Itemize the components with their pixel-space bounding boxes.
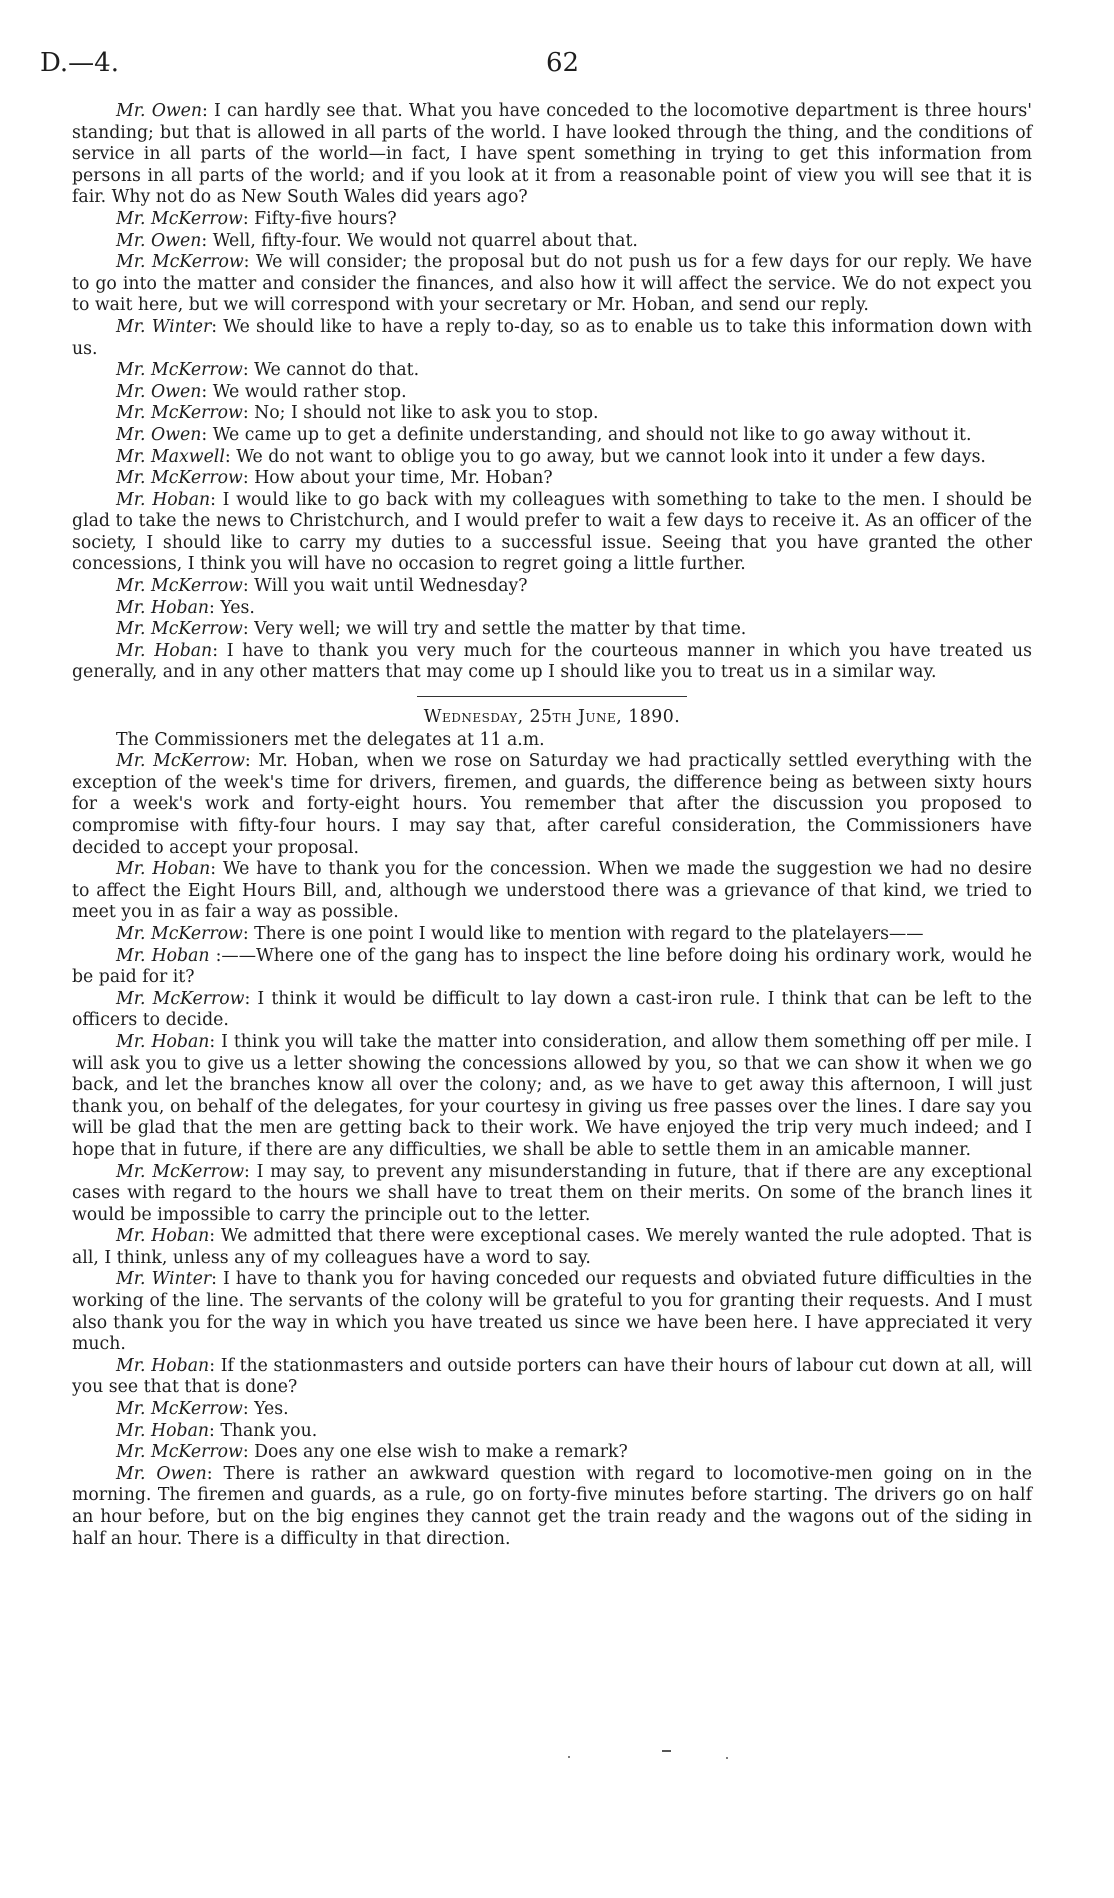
speech-paragraph: Mr. Owen: Well, fifty-four. We would not quarrel about that.	[116, 230, 638, 251]
speech-text: Thank you.	[220, 1420, 318, 1441]
speaker-name: Mr. Hoban	[116, 1355, 210, 1376]
speech-text: I may say, to prevent any misunderstanding in future, that if there are any exceptional cases with regard to the hours we shall have to treat them on their merits. On some of the branch lines it would be impossible to carry the principle out to the letter.	[72, 1161, 1032, 1225]
speech-paragraph: Mr. Maxwell: We do not want to oblige you to go away, but we cannot look into it under a few days.	[116, 446, 986, 467]
speech-paragraph: Mr. Hoban: I think you will take the matter into consideration, and allow them something off per mile. I will ask you to give us a letter showing the concessions allowed by you, so that we can show it when we go back, and let the branches know all over the colony; and, as we have to get away this afternoon, I will just thank you, on behalf of the delegates, for your courtesy in giving us free passes over the lines. I dare say you will be glad that the men are getting back to their work. We have enjoyed the trip very much indeed; and I hope that in future, if there are any difficulties, we shall be able to settle them in an amicable manner.	[72, 1031, 1032, 1160]
speech-text: We cannot do that.	[254, 360, 420, 381]
speaker-name: Mr. McKerrow	[116, 1161, 245, 1182]
speech-paragraph: Mr. Owen: There is rather an awkward question with regard to locomotive-men going on in the morning. The firemen and guards, as a rule, go on forty-five minutes before starting. The drivers go on half an hour before, but on the big engines they cannot get the train ready and the wagons out of the siding in half an hour. There is a difficulty in that direction.	[72, 1463, 1032, 1549]
speaker-name: Mr. Hoban	[116, 597, 210, 618]
speech-paragraph: Mr. Hoban: I have to thank you very much for the courteous manner in which you have treated us generally, and in any other matters that may come up I should like you to treat us in a similar way.	[72, 640, 1032, 683]
speech-paragraph: Mr. Hoban :——Where one of the gang has to inspect the line before doing his ordinary work, would he be paid for it?	[72, 945, 1032, 988]
speech-paragraph: Mr. McKerrow: We cannot do that.	[116, 360, 420, 381]
document-reference: D.—4.	[40, 48, 119, 78]
speech-paragraph: Mr. McKerrow: No; I should not like to ask you to stop.	[116, 403, 599, 424]
speaker-name: Mr. Hoban	[116, 640, 213, 661]
speech-text: We would rather stop.	[212, 381, 407, 402]
speaker-name: Mr. McKerrow	[116, 988, 245, 1009]
speaker-name: Mr. McKerrow	[116, 751, 245, 772]
speech-paragraph: Mr. McKerrow: Does any one else wish to make a remark?	[116, 1442, 628, 1463]
speaker-name: Mr. McKerrow	[116, 360, 243, 381]
speech-text: I think you will take the matter into consideration, and allow them something off per mile. I will ask you to give us a letter showing the concessions allowed by you, so that we can show it when we go back, and let the branches know all over the colony; and, as we have to get away this afternoon, I will just thank you, on behalf of the delegates, for your courtesy in giving us free passes over the lines. I dare say you will be glad that the men are getting back to their work. We have enjoyed the trip very much indeed; and I hope that in future, if there are any difficulties, we shall be able to settle them in an amicable manner.	[72, 1031, 1032, 1160]
speech-text: We admitted that there were exceptional cases. We merely wanted the rule adopted. That is all, I think, unless any of my colleagues have a word to say.	[72, 1226, 1032, 1268]
speaker-name: Mr. Winter	[116, 1269, 212, 1290]
speaker-name: Mr. Hoban	[116, 1420, 210, 1441]
speech-paragraph: Mr. McKerrow: Yes.	[116, 1399, 289, 1420]
page-number: 62	[546, 48, 580, 78]
transcript-section-1	[72, 101, 1032, 684]
speech-text: I have to thank you for having conceded our requests and obviated future difficulties in the working of the line. The servants of the colony will be grateful to you for granting their requests. And I must also thank you for the way in which you have treated us since we have been here. I have appreciated it very much.	[72, 1269, 1033, 1355]
speech-text: Mr. Hoban, when we rose on Saturday we had practically settled everything with the exception of the week's time for drivers, firemen, and guards, the difference being as between sixty hours for a week's work and forty-eight hours. You remember that after the discussion you proposed to compromise with fifty-four hours. I may say that, after careful consideration, the Commissioners have decided to accept your proposal.	[72, 751, 1032, 858]
speech-text: Will you wait until Wednesday?	[254, 576, 528, 597]
speech-text: I have to thank you very much for the courteous manner in which you have treated us generally, and in any other matters that may come up I should like you to treat us in a similar way.	[72, 640, 1032, 683]
speech-paragraph: Mr. Owen: I can hardly see that. What you have conceded to the locomotive department is three hours' standing; but that is allowed in all parts of the world. I have looked through the thing, and the conditions of service in all parts of the world—in fact, I have spent something in trying to get this information from persons in all parts of the world; and if you look at it from a reasonable point of view you will see that it is fair. Why not do as New South Wales did years ago?	[72, 101, 1032, 208]
speech-paragraph: Mr. Winter: We should like to have a reply to-day, so as to enable us to take this information down with us.	[72, 316, 1032, 359]
speech-text: How about your time, Mr. Hoban?	[254, 468, 553, 489]
speaker-name: Mr. Hoban	[116, 1226, 210, 1247]
speech-text: If the stationmasters and outside porters can have their hours of labour cut down at all, will you see that that is done?	[72, 1355, 1032, 1398]
print-specks	[560, 1746, 760, 1762]
speaker-name: Mr. McKerrow	[116, 208, 243, 229]
speech-text: We have to thank you for the concession. When we made the suggestion we had no desire to affect the Eight Hours Bill, and, although we understood there was a grievance of that kind, we tried to meet you in as fair a way as possible.	[72, 859, 1032, 923]
speaker-name: Mr. McKerrow	[116, 252, 244, 273]
speech-paragraph: Mr. McKerrow: We will consider; the proposal but do not push us for a few days for our reply. We have to go into the matter and consider the finances, and also how it will affect the service. We do not expect you to wait here, but we will correspond with your secretary or Mr. Hoban, and send our reply.	[72, 252, 1032, 316]
speech-paragraph: Mr. Hoban: If the stationmasters and outside porters can have their hours of labour cut down at all, will you see that that is done?	[72, 1355, 1032, 1398]
speech-paragraph: Mr. Winter: I have to thank you for having conceded our requests and obviated future difficulties in the working of the line. The servants of the colony will be grateful to you for granting their requests. And I must also thank you for the way in which you have treated us since we have been here. I have appreciated it very much.	[72, 1269, 1033, 1355]
speaker-name: Mr. Maxwell	[116, 446, 225, 467]
date-heading: Wednesday, 25th June, 1890.	[423, 707, 681, 728]
speech-paragraph: Mr. McKerrow: Mr. Hoban, when we rose on Saturday we had practically settled everything with the exception of the week's time for drivers, firemen, and guards, the difference being as between sixty hours for a week's work and forty-eight hours. You remember that after the discussion you proposed to compromise with fifty-four hours. I may say that, after careful consideration, the Commissioners have decided to accept your proposal.	[72, 751, 1032, 858]
speech-text: Yes.	[254, 1399, 289, 1420]
page-header	[40, 48, 1040, 84]
speaker-name: Mr. McKerrow	[116, 403, 243, 424]
speech-text: Very well; we will try and settle the matter by that time.	[254, 619, 747, 640]
speaker-name: Mr. McKerrow	[116, 576, 243, 597]
speech-paragraph: Mr. Hoban: Yes.	[116, 597, 255, 618]
speech-paragraph: Mr. McKerrow: I think it would be difficult to lay down a cast-iron rule. I think that can be left to the officers to decide.	[72, 988, 1032, 1031]
speaker-name: Mr. Hoban	[116, 489, 211, 510]
speech-text: I think it would be difficult to lay down a cast-iron rule. I think that can be left to the officers to decide.	[72, 988, 1032, 1031]
speech-text: We should like to have a reply to-day, so as to enable us to take this information down with us.	[72, 316, 1032, 359]
speaker-name: Mr. McKerrow	[116, 923, 243, 944]
speech-paragraph: Mr. Owen: We came up to get a definite understanding, and should not like to go away without it.	[116, 424, 972, 445]
speech-text: Yes.	[220, 597, 255, 618]
speaker-name: Mr. Hoban	[116, 1031, 210, 1052]
transcript-section-2	[72, 751, 1032, 1550]
speech-paragraph: Mr. McKerrow: Will you wait until Wednesday?	[116, 576, 528, 597]
speech-text: There is one point I would like to mention with regard to the platelayers——	[254, 923, 924, 944]
speaker-name: Mr. Hoban	[116, 859, 211, 880]
speech-paragraph: Mr. Hoban: We have to thank you for the concession. When we made the suggestion we had no desire to affect the Eight Hours Bill, and, although we understood there was a grievance of that kind, we tried to meet you in as fair a way as possible.	[72, 859, 1032, 923]
speech-text: Fifty-five hours?	[254, 208, 397, 229]
speaker-name: Mr. McKerrow	[116, 468, 243, 489]
speech-paragraph: Mr. McKerrow: How about your time, Mr. Hoban?	[116, 468, 553, 489]
speaker-name: Mr. McKerrow	[116, 1442, 243, 1463]
speaker-name: Mr. Owen	[116, 1463, 207, 1484]
speech-paragraph: Mr. McKerrow: I may say, to prevent any misunderstanding in future, that if there are any exceptional cases with regard to the hours we shall have to treat them on their merits. On some of the branch lines it would be impossible to carry the principle out to the letter.	[72, 1161, 1032, 1225]
speech-text: I can hardly see that. What you have conceded to the locomotive department is three hours' standing; but that is allowed in all parts of the world. I have looked through the thing, and the conditions of service in all parts of the world—in fact, I have spent something in trying to get this information from persons in all parts of the world; and if you look at it from a reasonable point of view you will see that it is fair. Why not do as New South Wales did years ago?	[72, 101, 1032, 208]
speaker-name: Mr. Hoban	[116, 945, 210, 966]
speaker-name: Mr. McKerrow	[116, 619, 243, 640]
speech-text: There is rather an awkward question with regard to locomotive-men going on in the morning. The firemen and guards, as a rule, go on forty-five minutes before starting. The drivers go on half an hour before, but on the big engines they cannot get the train ready and the wagons out of the siding in half an hour. There is a difficulty in that direction.	[72, 1463, 1032, 1549]
speech-text: We will consider; the proposal but do not push us for a few days for our reply. We have to go into the matter and consider the finances, and also how it will affect the service. We do not expect you to wait here, but we will correspond with your secretary or Mr. Hoban, and send our reply.	[72, 252, 1032, 316]
speaker-name: Mr. Owen	[116, 424, 202, 445]
speaker-name: Mr. Winter	[116, 316, 212, 337]
speech-paragraph: Mr. Hoban: We admitted that there were exceptional cases. We merely wanted the rule adopted. That is all, I think, unless any of my colleagues have a word to say.	[72, 1226, 1032, 1268]
speech-text: We do not want to oblige you to go away, but we cannot look into it under a few days.	[236, 446, 986, 467]
speaker-name: Mr. McKerrow	[116, 1399, 243, 1420]
speech-paragraph: Mr. Hoban: Thank you.	[116, 1420, 318, 1441]
speech-text: Well, fifty-four. We would not quarrel about that.	[212, 230, 638, 251]
speech-paragraph: Mr. McKerrow: Very well; we will try and settle the matter by that time.	[116, 619, 747, 640]
meeting-intro: The Commissioners met the delegates at 11 a.m.	[116, 729, 545, 750]
speech-paragraph: Mr. McKerrow: Fifty-five hours?	[116, 208, 397, 229]
speaker-name: Mr. Owen	[116, 381, 202, 402]
transcript-body	[72, 101, 1032, 1550]
speaker-name: Mr. Owen	[116, 230, 202, 251]
speech-paragraph: Mr. Hoban: I would like to go back with my colleagues with something to take to the men. I should be glad to take the news to Christchurch, and I would prefer to wait a few days to receive it. As an officer of the society, I should like to carry my duties to a successful issue. Seeing that you have granted the other concessions, I think you will have no occasion to regret going a little further.	[72, 489, 1032, 575]
speech-paragraph: Mr. Owen: We would rather stop.	[116, 381, 407, 402]
speech-text: No; I should not like to ask you to stop.	[254, 403, 599, 424]
speech-text: ——Where one of the gang has to inspect the line before doing his ordinary work, would he be paid for it?	[72, 945, 1032, 988]
speech-text: Does any one else wish to make a remark?	[254, 1442, 628, 1463]
speech-paragraph: Mr. McKerrow: There is one point I would like to mention with regard to the platelayers——	[116, 923, 924, 944]
speech-text: I would like to go back with my colleagues with something to take to the men. I should be glad to take the news to Christchurch, and I would prefer to wait a few days to receive it. As an officer of the society, I should like to carry my duties to a successful issue. Seeing that you have granted the other concessions, I think you will have no occasion to regret going a little further.	[72, 489, 1032, 575]
section-divider	[417, 696, 687, 697]
speaker-name: Mr. Owen	[116, 101, 203, 121]
speech-text: We came up to get a definite understanding, and should not like to go away without it.	[212, 424, 972, 445]
